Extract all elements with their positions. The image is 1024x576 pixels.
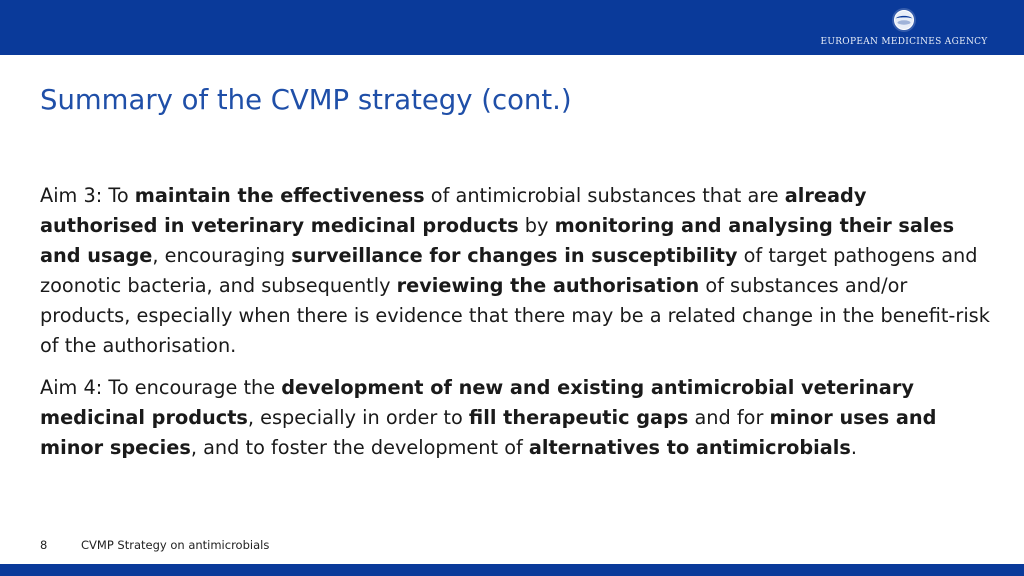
aim-3-text: by — [518, 214, 555, 237]
aim-3-text: of target pathogens and zoonotic bacteria, and subsequently — [40, 244, 978, 297]
aim-3-emphasis: reviewing the authorisation — [396, 274, 700, 297]
aim-4-emphasis: minor uses and minor species — [40, 406, 937, 459]
aim-4-text: , especially in order to — [247, 406, 469, 429]
aim-4-text: Aim 4: To encourage the — [40, 376, 282, 399]
header-band — [0, 0, 1024, 55]
aim-3-emphasis: already authorised in veterinary medicinal products — [40, 184, 867, 237]
agency-logo — [820, 7, 988, 53]
aim-4-text: . — [850, 436, 858, 459]
aim-3-text: of antimicrobial substances that are — [424, 184, 785, 207]
slide-number: 8 — [40, 538, 48, 552]
aim-3-paragraph — [40, 181, 990, 361]
aim-3-emphasis: maintain the effectiveness — [134, 184, 425, 207]
ema-globe-icon — [891, 7, 917, 33]
aim-4-emphasis: fill therapeutic gaps — [468, 406, 689, 429]
aim-4-emphasis: development of new and existing antimicrobial veterinary medicinal products — [40, 376, 914, 429]
aim-3-text: of substances and/or products, especially when there is evidence that there may be a related change in the benefit-risk of the authorisation. — [40, 274, 990, 357]
aim-3-emphasis: monitoring and analysing their sales and usage — [40, 214, 955, 267]
footer-label: CVMP Strategy on antimicrobials — [81, 538, 270, 552]
aim-3-emphasis: surveillance for changes in susceptibility — [291, 244, 738, 267]
agency-name: EUROPEAN MEDICINES AGENCY — [820, 37, 988, 47]
aim-3-text: Aim 3: To — [40, 184, 135, 207]
aim-4-text: and for — [688, 406, 770, 429]
footer-band — [0, 564, 1024, 576]
slide-title: Summary of the CVMP strategy (cont.) — [40, 84, 572, 116]
aim-4-paragraph — [40, 373, 990, 463]
aim-4-text: , and to foster the development of — [190, 436, 529, 459]
aim-4-emphasis: alternatives to antimicrobials — [528, 436, 851, 459]
aim-3-text: , encouraging — [152, 244, 292, 267]
